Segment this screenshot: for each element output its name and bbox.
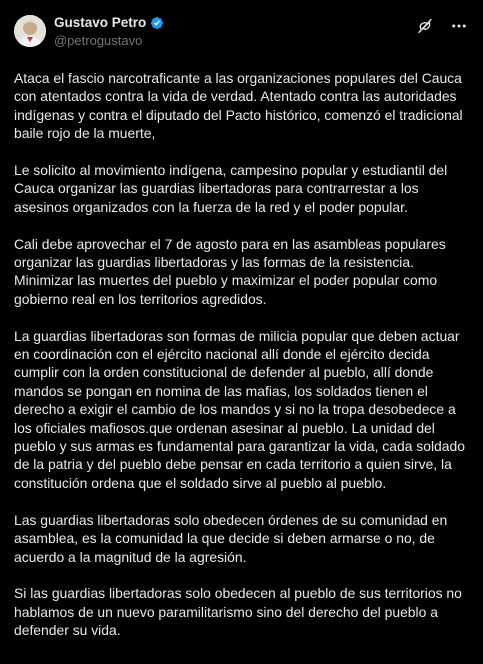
post-paragraph: Las guardias libertadoras solo obedecen órdenes de su comunidad en asamblea, es la comunidad la que decide si deben armarse o no, de acuerdo a la magnitud de la agresión. xyxy=(14,511,448,565)
avatar[interactable] xyxy=(14,15,46,47)
post-paragraph: Si las guardias libertadoras solo obedecen al pueblo de sus territorios no hablamos de un nuevo paramilitarismo sino del derecho del pueblo a defender su vida. xyxy=(14,585,462,639)
post-paragraph: Le solicito al movimiento indígena, campesino popular y estudiantil del Cauca organizar las guardias libertadoras para contrarrestar a los asesinos organizados con la fuerza de la red y el poder popular. xyxy=(14,162,448,215)
verified-badge-icon xyxy=(150,16,164,30)
post-paragraph: Cali debe aprovechar el 7 de agosto para en las asambleas populares organizar las guardias libertadoras y las formas de la resistencia. Minimizar las muertes del pueblo y maximizar el poder popular como gobierno real en los territorios agredidos. xyxy=(14,235,446,307)
grok-icon[interactable] xyxy=(415,16,435,36)
author-names xyxy=(54,15,164,49)
more-options-icon[interactable] xyxy=(449,16,469,36)
post-paragraph: La guardias libertadoras son formas de milicia popular que deben actuar en coordinación con el ejército nacional allí donde el ejército decida cumplir con la orden constitucional de defender al pueblo, allí donde mandos se pongan en nomina de las mafias, los soldados tienen el derecho a exigir el cambio de los mandos y si no la tropa desobedece a los oficiales mafiosos.que ordenan asesinar al pueblo. La unidad del pueblo y sus armas es fundamental para garantizar la vida, cada soldado de la patria y del pueblo debe pensar en cada territorio a quien sirve, la constitución ordena que el soldado sirve al pueblo al pueblo. xyxy=(14,327,465,491)
post-paragraph: Ataca el fascio narcotraficante a las organizaciones populares del Cauca con atentados contra la vida de verdad. Atentado contra las autoridades indígenas y contra el diputado del Pacto histórico, comenzó el tradicional baile rojo de la muerte, xyxy=(14,70,463,142)
name-row xyxy=(54,15,164,31)
post-header xyxy=(14,12,483,52)
post-actions xyxy=(415,16,469,36)
avatar-image xyxy=(14,15,46,47)
handle[interactable]: @petrogustavo xyxy=(54,33,143,48)
display-name[interactable]: Gustavo Petro xyxy=(54,15,147,30)
post-body xyxy=(0,69,483,640)
